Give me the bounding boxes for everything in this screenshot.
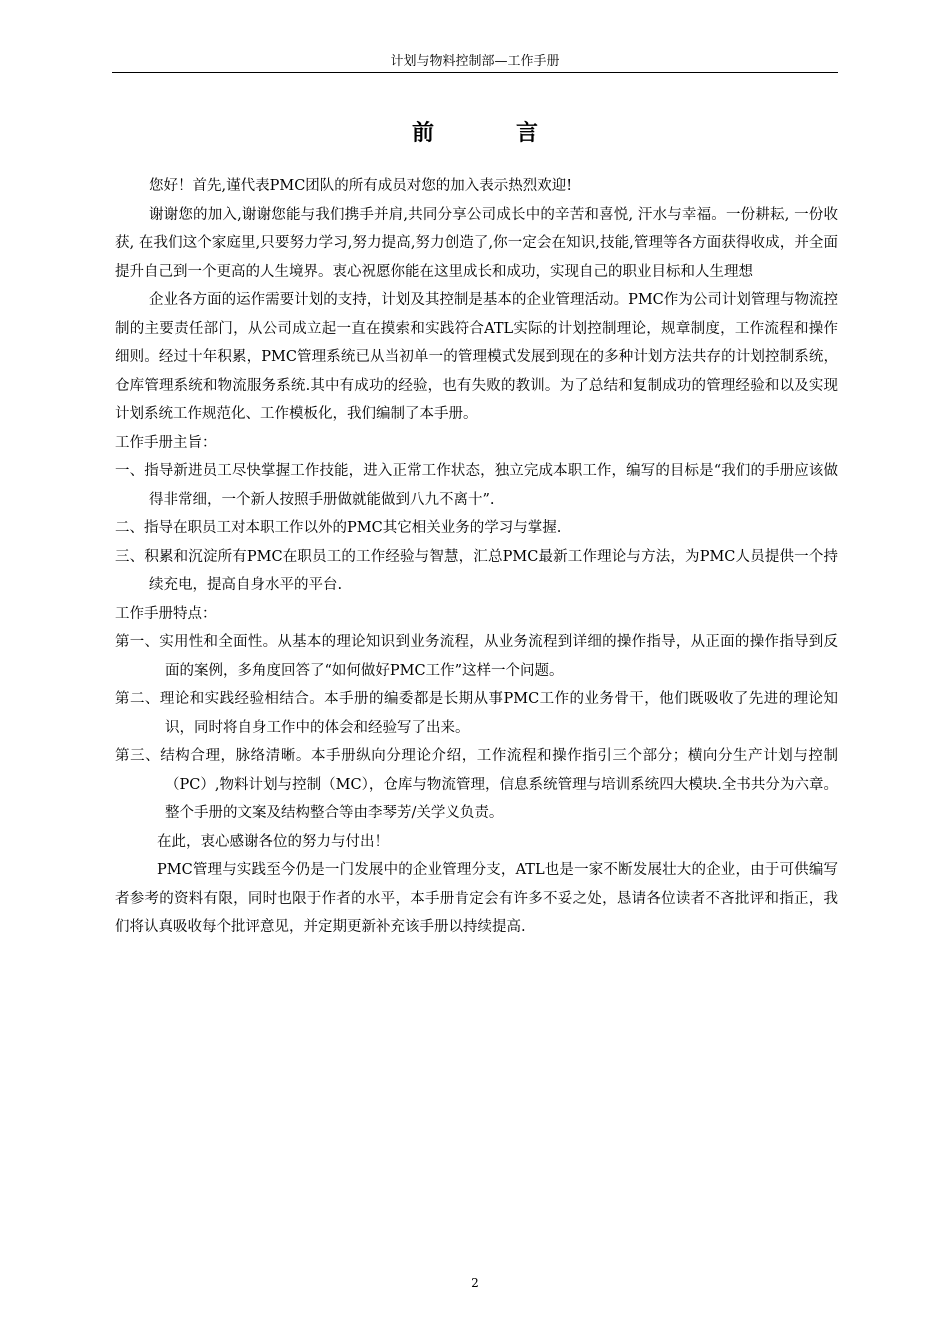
- features-item: 第三、结构合理，脉络清晰。本手册纵向分理论介绍，工作流程和操作指引三个部分；横向分生产计划与控制（PC）,物料计划与控制（MC），仓库与物流管理，信息系统管理与培训系统四大模块.全书共分为六章。整个手册的文案及结构整合等由李琴芳/关学义负责。: [115, 748, 838, 821]
- running-header: 计划与物料控制部—工作手册: [390, 54, 560, 69]
- background-paragraph: 企业各方面的运作需要计划的支持，计划及其控制是基本的企业管理活动。PMC作为公司计划管理与物流控制的主要责任部门，从公司成立起一直在摸索和实践符合ATL实际的计划控制理论，规章制度，工作流程和操作细则。经过十年积累，PMC管理系统已从当初单一的管理模式发展到现在的多种计划方法共存的计划控制系统，仓库管理系统和物流服务系统.其中有成功的经验，也有失败的教训。为了总结和复制成功的管理经验和以及实现计划系统工作规范化、工作模板化，我们编制了本手册。: [115, 292, 838, 422]
- thanks-paragraph: 在此，衷心感谢各位的努力与付出！: [157, 833, 389, 850]
- features-heading: 工作手册特点：: [115, 605, 217, 622]
- welcome-paragraph: 谢谢您的加入,谢谢您能与我们携手并肩,共同分享公司成长中的辛苦和喜悦, 汗水与幸福。一份耕耘, 一份收获, 在我们这个家庭里,只要努力学习,努力提高,努力创造了,你一定会在知识,技能,管理等各方面获得收成，并全面提升自己到一个更高的人生境界。衷心祝愿你能在这里成长和成功，实现自己的职业目标和人生理想: [115, 206, 838, 280]
- purpose-heading: 工作手册主旨：: [115, 434, 217, 451]
- purpose-item: 三、积累和沉淀所有PMC在职员工的工作经验与智慧，汇总PMC最新工作理论与方法，为PMC人员提供一个持续充电，提高自身水平的平台.: [115, 548, 838, 593]
- purpose-item: 一、指导新进员工尽快掌握工作技能，进入正常工作状态，独立完成本职工作，编写的目标是“我们的手册应该做得非常细，一个新人按照手册做就能做到八九不离十”.: [115, 463, 838, 508]
- purpose-item: 二、指导在职员工对本职工作以外的PMC其它相关业务的学习与掌握.: [115, 520, 562, 536]
- body-text: [115, 172, 838, 942]
- features-item: 第二、理论和实践经验相结合。本手册的编委都是长期从事PMC工作的业务骨干，他们既吸收了先进的理论知识，同时将自身工作中的体会和经验写了出来。: [115, 691, 838, 736]
- closing-paragraph: PMC管理与实践至今仍是一门发展中的企业管理分支，ATL也是一家不断发展壮大的企业，由于可供编写者参考的资料有限，同时也限于作者的水平，本手册肯定会有许多不妥之处，恳请各位读者不吝批评和指正，我们将认真吸收每个批评意见，并定期更新补充该手册以持续提高.: [115, 862, 838, 935]
- page-title: 前 言: [411, 120, 568, 146]
- greeting-paragraph: 您好！首先,谨代表PMC团队的所有成员对您的加入表示热烈欢迎!: [149, 178, 573, 194]
- features-item: 第一、实用性和全面性。从基本的理论知识到业务流程，从业务流程到详细的操作指导，从正面的操作指导到反面的案例，多角度回答了“如何做好PMC工作”这样一个问题。: [115, 634, 838, 679]
- header-rule: [112, 72, 838, 73]
- page-number: 2: [471, 1276, 479, 1290]
